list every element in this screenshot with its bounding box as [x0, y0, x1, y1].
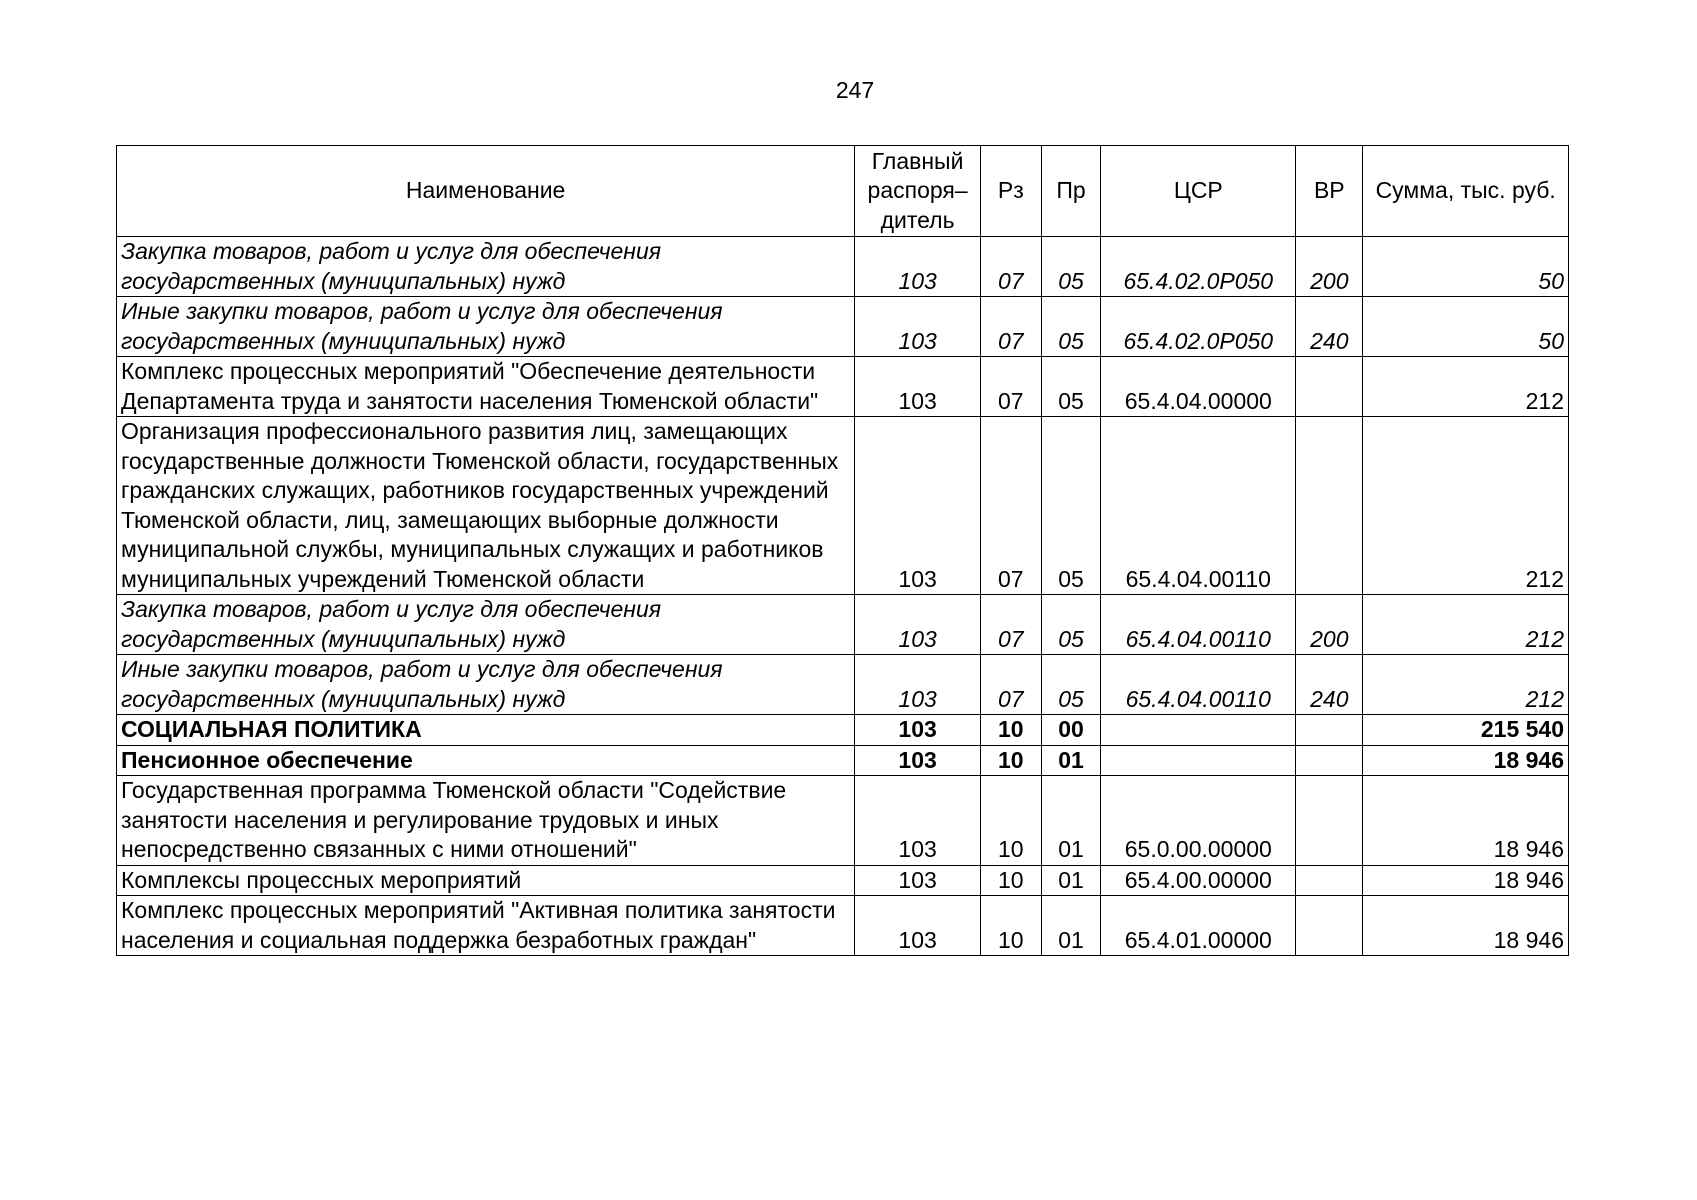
cell-sum: 212	[1363, 655, 1569, 715]
cell-subsection: 01	[1041, 776, 1101, 866]
table-row	[117, 776, 1569, 866]
header-sum	[1363, 146, 1569, 237]
table-row	[117, 896, 1569, 956]
cell-main-manager: 103	[855, 297, 981, 357]
table-row	[117, 237, 1569, 297]
cell-main-manager: 103	[855, 776, 981, 866]
cell-target-article: 65.4.02.0Р050	[1101, 237, 1296, 297]
cell-sum: 50	[1363, 237, 1569, 297]
cell-target-article: 65.4.04.00000	[1101, 357, 1296, 417]
cell-sum: 212	[1363, 417, 1569, 595]
cell-subsection: 00	[1041, 715, 1101, 746]
cell-expense-type	[1296, 776, 1363, 866]
cell-subsection: 05	[1041, 417, 1101, 595]
cell-section: 10	[980, 865, 1041, 896]
cell-name: Организация профессионального развития лиц, замещающих государственные должности Тюменской области, государственных гражданских служащих, работников государственных учреждений Тюменской области, лиц, замещающих выборные должности муниципальной службы, муниципальных служащих и работников муниципальных учреждений Тюменской области	[117, 417, 855, 595]
header-subsection: Пр	[1041, 146, 1101, 237]
cell-section: 10	[980, 776, 1041, 866]
cell-expense-type: 240	[1296, 297, 1363, 357]
budget-table	[116, 145, 1569, 956]
cell-target-article: 65.4.01.00000	[1101, 896, 1296, 956]
cell-subsection: 05	[1041, 595, 1101, 655]
cell-section: 07	[980, 417, 1041, 595]
cell-name: Закупка товаров, работ и услуг для обеспечения государственных (муниципальных) нужд	[117, 237, 855, 297]
cell-main-manager: 103	[855, 745, 981, 776]
cell-expense-type	[1296, 865, 1363, 896]
cell-main-manager: 103	[855, 595, 981, 655]
table-row	[117, 357, 1569, 417]
cell-sum: 212	[1363, 595, 1569, 655]
table-row	[117, 655, 1569, 715]
cell-section: 10	[980, 745, 1041, 776]
page-number: 247	[835, 77, 875, 103]
header-target-article: ЦСР	[1101, 146, 1296, 237]
cell-target-article	[1101, 715, 1296, 746]
header-name: Наименование	[117, 146, 855, 237]
cell-sum: 215 540	[1363, 715, 1569, 746]
cell-name: Иные закупки товаров, работ и услуг для обеспечения государственных (муниципальных) нужд	[117, 655, 855, 715]
cell-target-article: 65.4.00.00000	[1101, 865, 1296, 896]
cell-expense-type	[1296, 715, 1363, 746]
cell-target-article: 65.4.02.0Р050	[1101, 297, 1296, 357]
cell-expense-type	[1296, 417, 1363, 595]
table-row	[117, 595, 1569, 655]
header-main-manager-text: Главный распоря– дитель	[867, 147, 968, 233]
cell-name: Комплекс процессных мероприятий "Активная политика занятости населения и социальная поддержка безработных граждан"	[117, 896, 855, 956]
cell-sum: 18 946	[1363, 776, 1569, 866]
cell-subsection: 01	[1041, 865, 1101, 896]
table-row	[117, 745, 1569, 776]
cell-name: Государственная программа Тюменской области "Содействие занятости населения и регулирование трудовых и иных непосредственно связанных с ними отношений"	[117, 776, 855, 866]
header-sum-text: Сумма, тыс. руб.	[1375, 177, 1556, 204]
cell-sum: 50	[1363, 297, 1569, 357]
cell-expense-type	[1296, 745, 1363, 776]
table-header-row	[117, 146, 1569, 237]
cell-expense-type: 200	[1296, 595, 1363, 655]
cell-target-article	[1101, 745, 1296, 776]
table-row	[117, 297, 1569, 357]
cell-expense-type	[1296, 896, 1363, 956]
header-section: Рз	[980, 146, 1041, 237]
cell-main-manager: 103	[855, 237, 981, 297]
cell-main-manager: 103	[855, 865, 981, 896]
cell-name: Иные закупки товаров, работ и услуг для обеспечения государственных (муниципальных) нужд	[117, 297, 855, 357]
cell-section: 07	[980, 237, 1041, 297]
cell-section: 10	[980, 896, 1041, 956]
cell-section: 10	[980, 715, 1041, 746]
cell-name: Пенсионное обеспечение	[117, 745, 855, 776]
cell-name: Комплексы процессных мероприятий	[117, 865, 855, 896]
cell-main-manager: 103	[855, 417, 981, 595]
cell-target-article: 65.0.00.00000	[1101, 776, 1296, 866]
table-row	[117, 865, 1569, 896]
cell-main-manager: 103	[855, 655, 981, 715]
cell-section: 07	[980, 655, 1041, 715]
cell-target-article: 65.4.04.00110	[1101, 417, 1296, 595]
cell-name: СОЦИАЛЬНАЯ ПОЛИТИКА	[117, 715, 855, 746]
cell-subsection: 05	[1041, 357, 1101, 417]
cell-section: 07	[980, 297, 1041, 357]
cell-name: Закупка товаров, работ и услуг для обеспечения государственных (муниципальных) нужд	[117, 595, 855, 655]
cell-subsection: 01	[1041, 745, 1101, 776]
cell-sum: 212	[1363, 357, 1569, 417]
cell-name: Комплекс процессных мероприятий "Обеспечение деятельности Департамента труда и занятости населения Тюменской области"	[117, 357, 855, 417]
cell-sum: 18 946	[1363, 896, 1569, 956]
cell-target-article: 65.4.04.00110	[1101, 595, 1296, 655]
cell-subsection: 05	[1041, 655, 1101, 715]
header-expense-type: ВР	[1296, 146, 1363, 237]
table-row	[117, 715, 1569, 746]
cell-subsection: 01	[1041, 896, 1101, 956]
cell-subsection: 05	[1041, 237, 1101, 297]
cell-expense-type: 200	[1296, 237, 1363, 297]
cell-main-manager: 103	[855, 896, 981, 956]
cell-expense-type	[1296, 357, 1363, 417]
table-body	[117, 237, 1569, 956]
table-row	[117, 417, 1569, 595]
cell-section: 07	[980, 357, 1041, 417]
cell-section: 07	[980, 595, 1041, 655]
cell-sum: 18 946	[1363, 865, 1569, 896]
cell-target-article: 65.4.04.00110	[1101, 655, 1296, 715]
cell-main-manager: 103	[855, 715, 981, 746]
cell-sum: 18 946	[1363, 745, 1569, 776]
cell-main-manager: 103	[855, 357, 981, 417]
cell-subsection: 05	[1041, 297, 1101, 357]
cell-expense-type: 240	[1296, 655, 1363, 715]
header-main-manager	[855, 146, 981, 237]
